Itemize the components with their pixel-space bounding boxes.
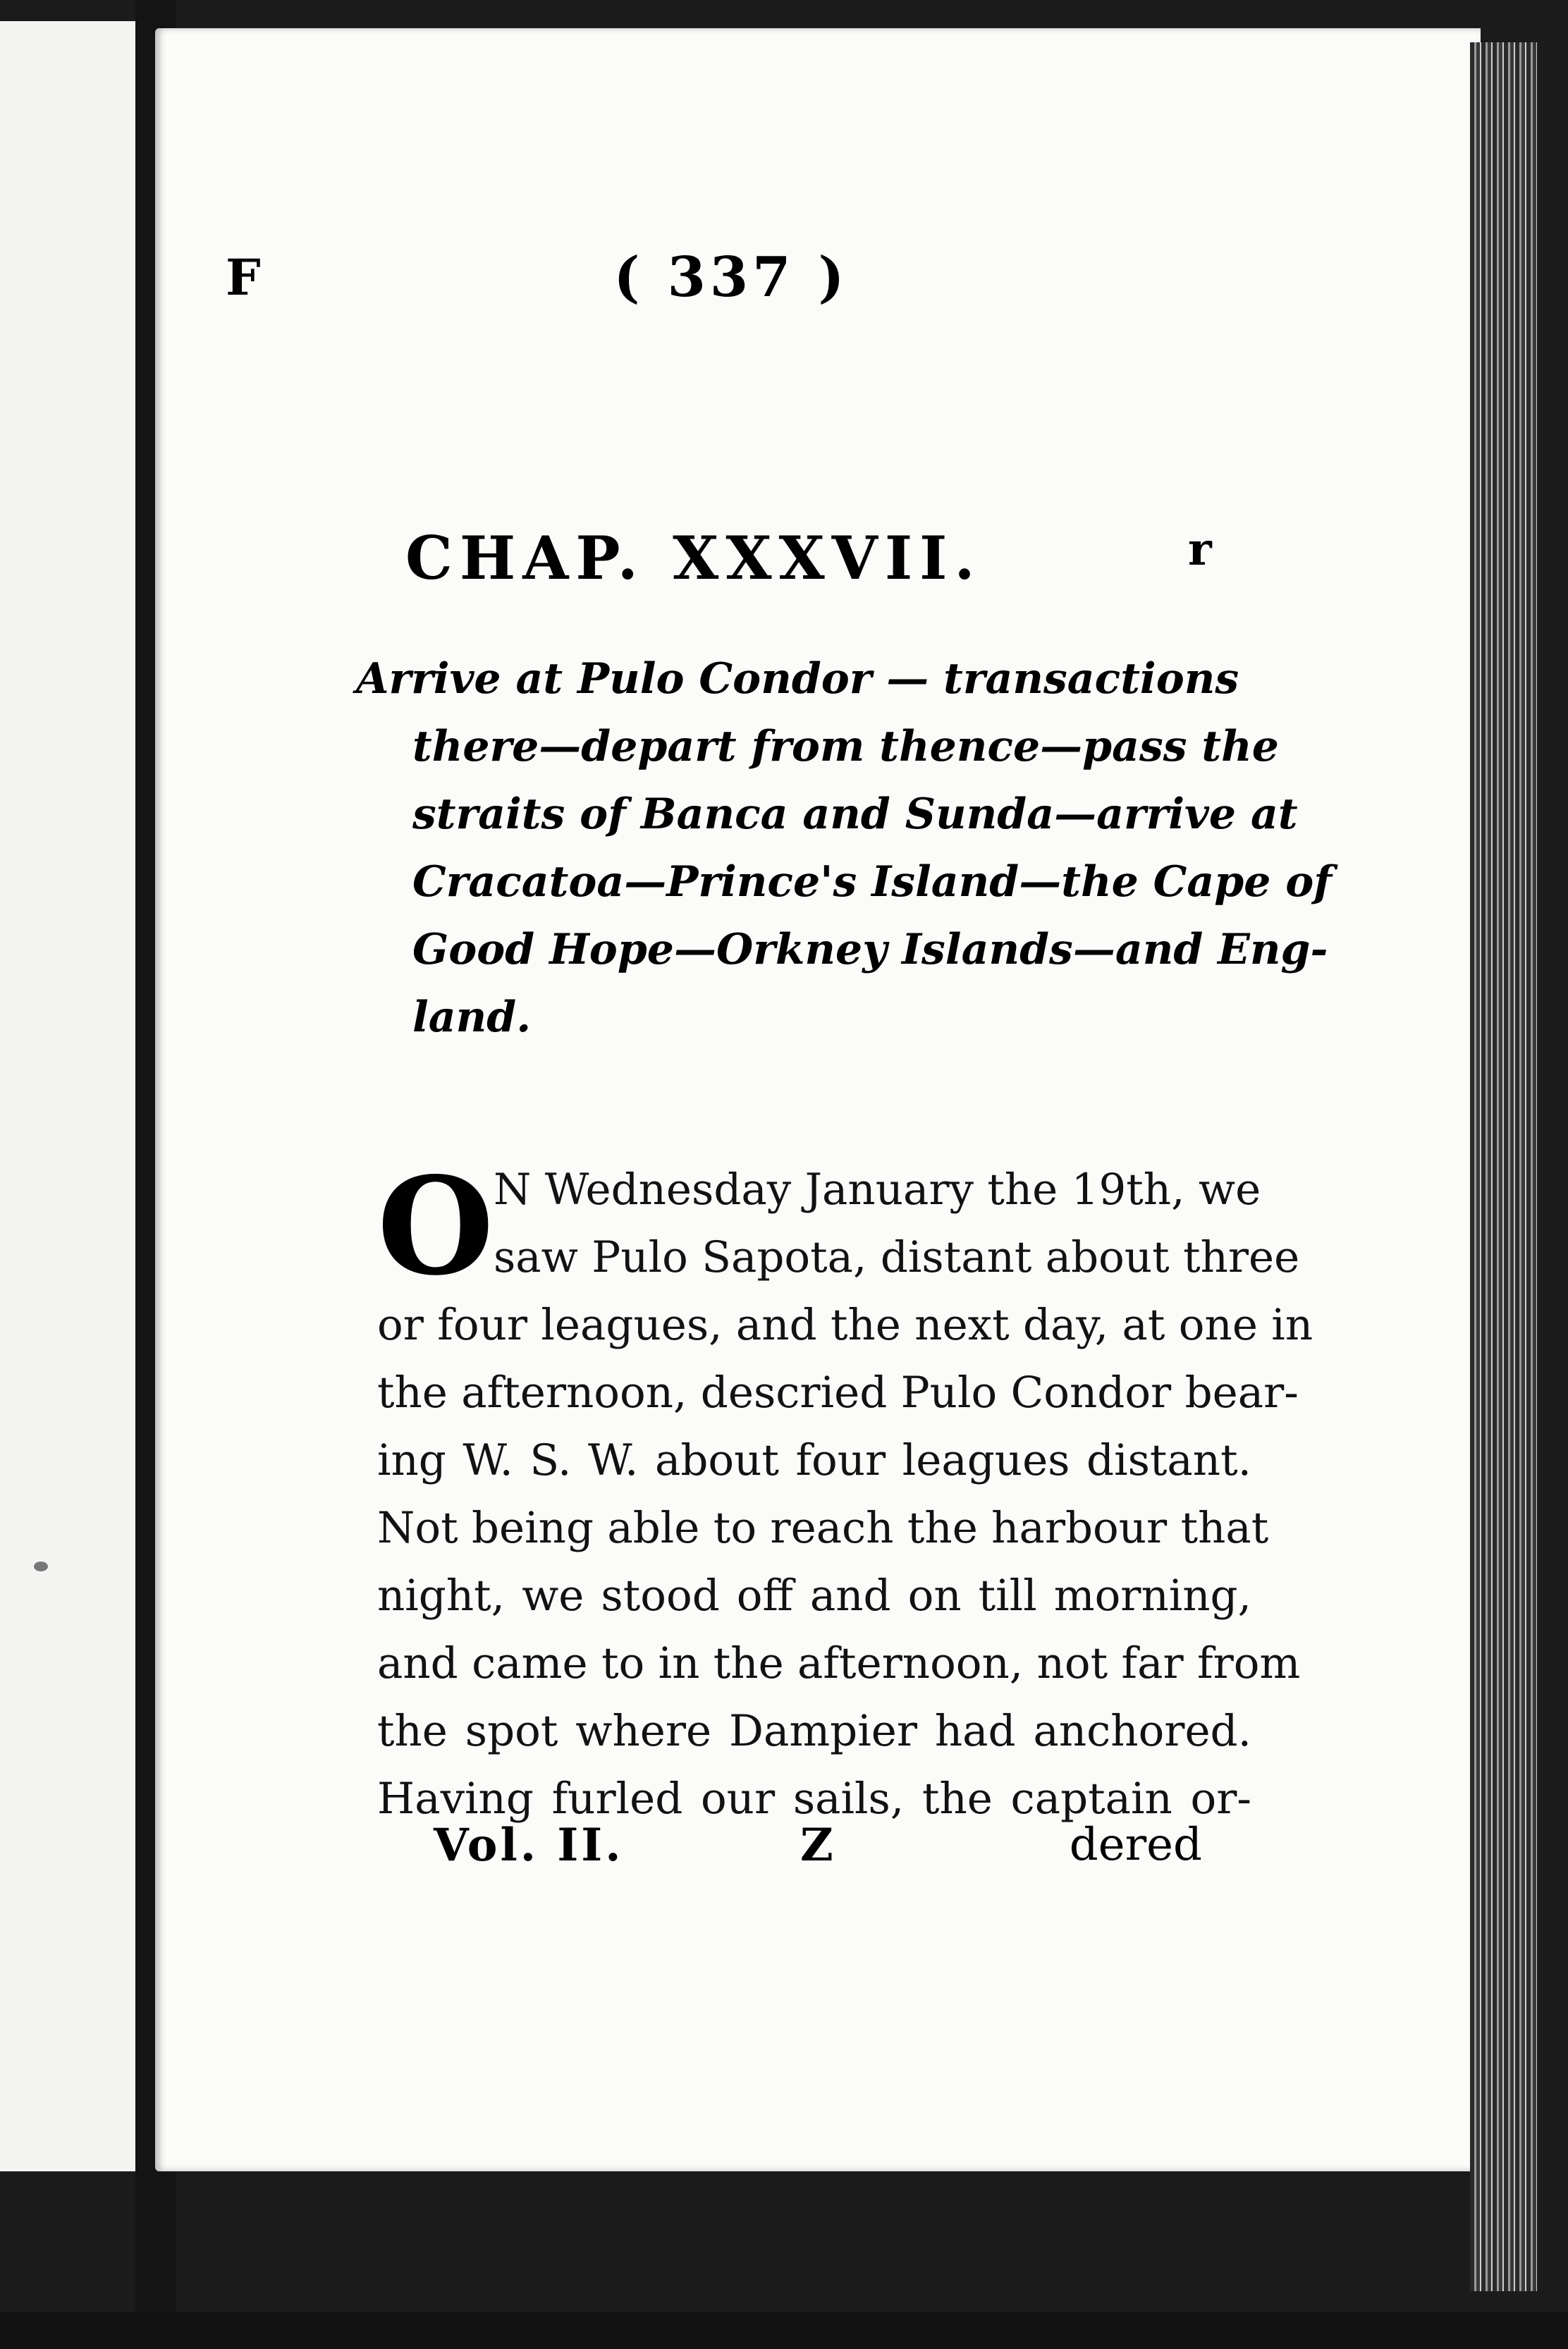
body-line: and came to in the afternoon, not far from (377, 1638, 1301, 1688)
chapter-right-mark: r (1188, 523, 1212, 576)
scan-bottom-border (0, 2312, 1568, 2349)
body-paragraph (377, 1148, 1313, 1833)
body-line: Having furled our sails, the captain or- (377, 1774, 1251, 1824)
catchword: dered (1069, 1819, 1202, 1871)
drop-cap: O (377, 1148, 494, 1305)
page-footer (434, 1819, 1202, 1889)
body-line: night, we stood off and on till morning, (377, 1571, 1251, 1621)
synopsis-line: land. (412, 993, 532, 1042)
body-line: saw Pulo Sapota, distant about three (494, 1232, 1300, 1282)
synopsis-line: there—depart from thence—pass the (412, 722, 1279, 771)
synopsis-line: Arrive at Pulo Condor — transactions (356, 654, 1239, 704)
body-line: ing W. S. W. about four leagues distant. (377, 1435, 1251, 1485)
synopsis-line: straits of Banca and Sunda—arrive at (412, 790, 1298, 839)
page-fore-edge (1470, 42, 1537, 2291)
chapter-synopsis (356, 645, 1333, 1051)
synopsis-line: Cracatoa—Prince's Island—the Cape of (412, 857, 1333, 907)
facing-page-edge (0, 21, 135, 2171)
volume-label: Vol. II. (434, 1819, 624, 1872)
body-line: Not being able to reach the harbour that (377, 1503, 1269, 1553)
chapter-title: CHAP. XXXVII. (405, 523, 982, 593)
body-line: N Wednesday January the 19th, we (494, 1165, 1261, 1215)
body-line: or four leagues, and the next day, at one in (377, 1300, 1313, 1350)
header-mark: F (226, 248, 264, 307)
page-number: ( 337 ) (613, 245, 849, 309)
synopsis-line: Good Hope—Orkney Islands—and Eng- (412, 925, 1328, 974)
signature-mark: Z (800, 1819, 833, 1872)
body-line: the spot where Dampier had anchored. (377, 1706, 1251, 1756)
ink-spot (34, 1562, 48, 1571)
body-line: the afternoon, descried Pulo Condor bear- (377, 1368, 1299, 1418)
